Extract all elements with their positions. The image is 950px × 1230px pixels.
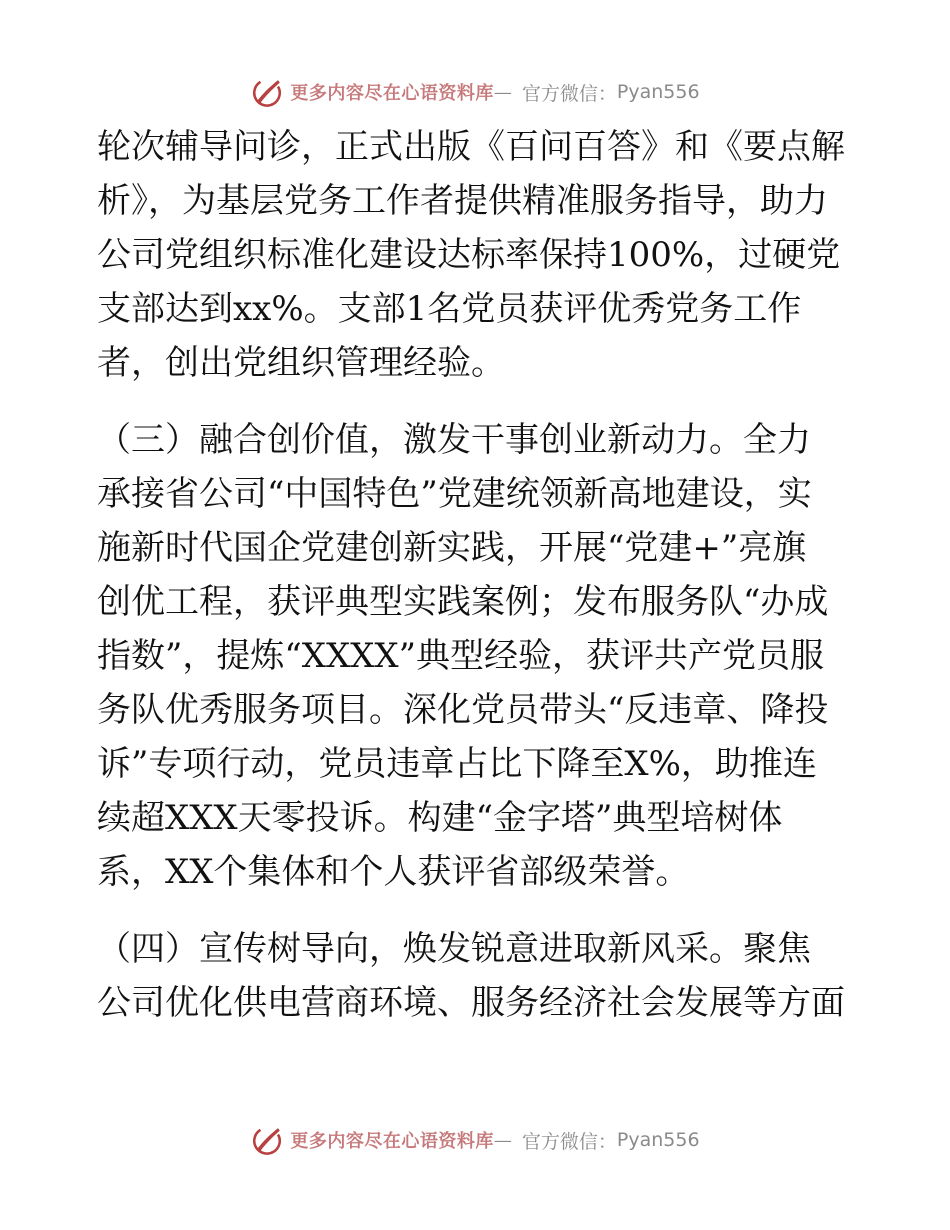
- paragraph-1: [97, 120, 857, 390]
- text-line: 者，创出党组织管理经验。: [97, 343, 505, 383]
- text-line: 诉”专项行动，党员违章占比下降至X%，助推连: [97, 744, 817, 784]
- text-line: 系，XX个集体和个人获评省部级荣誉。: [97, 852, 690, 892]
- text-line: 施新时代国企党建创新实践，开展“党建+”亮旗: [97, 528, 807, 568]
- paragraph-2: [97, 413, 857, 899]
- watermark-dash: —: [493, 1129, 512, 1151]
- text-line: 承接省公司“中国特色”党建统领新高地建设，实: [97, 474, 812, 514]
- brush-logo-icon: [250, 75, 284, 109]
- text-line: 公司党组织标准化建设达标率保持100%，过硬党: [97, 235, 841, 275]
- watermark-footer: [0, 1120, 950, 1160]
- text-line: （四）宣传树导向，焕发锐意进取新风采。聚焦: [97, 929, 811, 969]
- document-body: [97, 120, 857, 1030]
- watermark-wechat-id: Pyan556: [616, 1129, 700, 1151]
- text-line: 续超XXX天零投诉。构建“金字塔”典型培树体: [97, 798, 783, 838]
- text-line: 公司优化供电营商环境、服务经济社会发展等方面: [97, 983, 845, 1023]
- watermark-wechat-id: Pyan556: [616, 81, 700, 103]
- text-line: 务队优秀服务项目。深化党员带头“反违章、降投: [97, 690, 829, 730]
- watermark-site-text: 更多内容尽在心语资料库: [290, 83, 494, 104]
- watermark-wechat-label: 官方微信：: [521, 82, 617, 105]
- brush-logo-icon: [250, 1123, 284, 1157]
- text-line: 指数”，提炼“XXXX”典型经验，获评共产党员服: [97, 636, 824, 676]
- watermark-site-text: 更多内容尽在心语资料库: [290, 1131, 494, 1152]
- watermark-dash: —: [493, 81, 512, 103]
- paragraph-3: [97, 922, 857, 1030]
- text-line: 轮次辅导问诊，正式出版《百问百答》和《要点解: [97, 127, 845, 167]
- watermark-wechat-label: 官方微信：: [521, 1130, 617, 1153]
- text-line: 支部达到xx%。支部1名党员获评优秀党务工作: [97, 289, 802, 329]
- watermark-header: [0, 72, 950, 112]
- text-line: （三）融合创价值，激发干事创业新动力。全力: [97, 420, 811, 460]
- text-line: 创优工程，获评典型实践案例；发布服务队“办成: [97, 582, 829, 622]
- text-line: 析》，为基层党务工作者提供精准服务指导，助力: [97, 181, 828, 221]
